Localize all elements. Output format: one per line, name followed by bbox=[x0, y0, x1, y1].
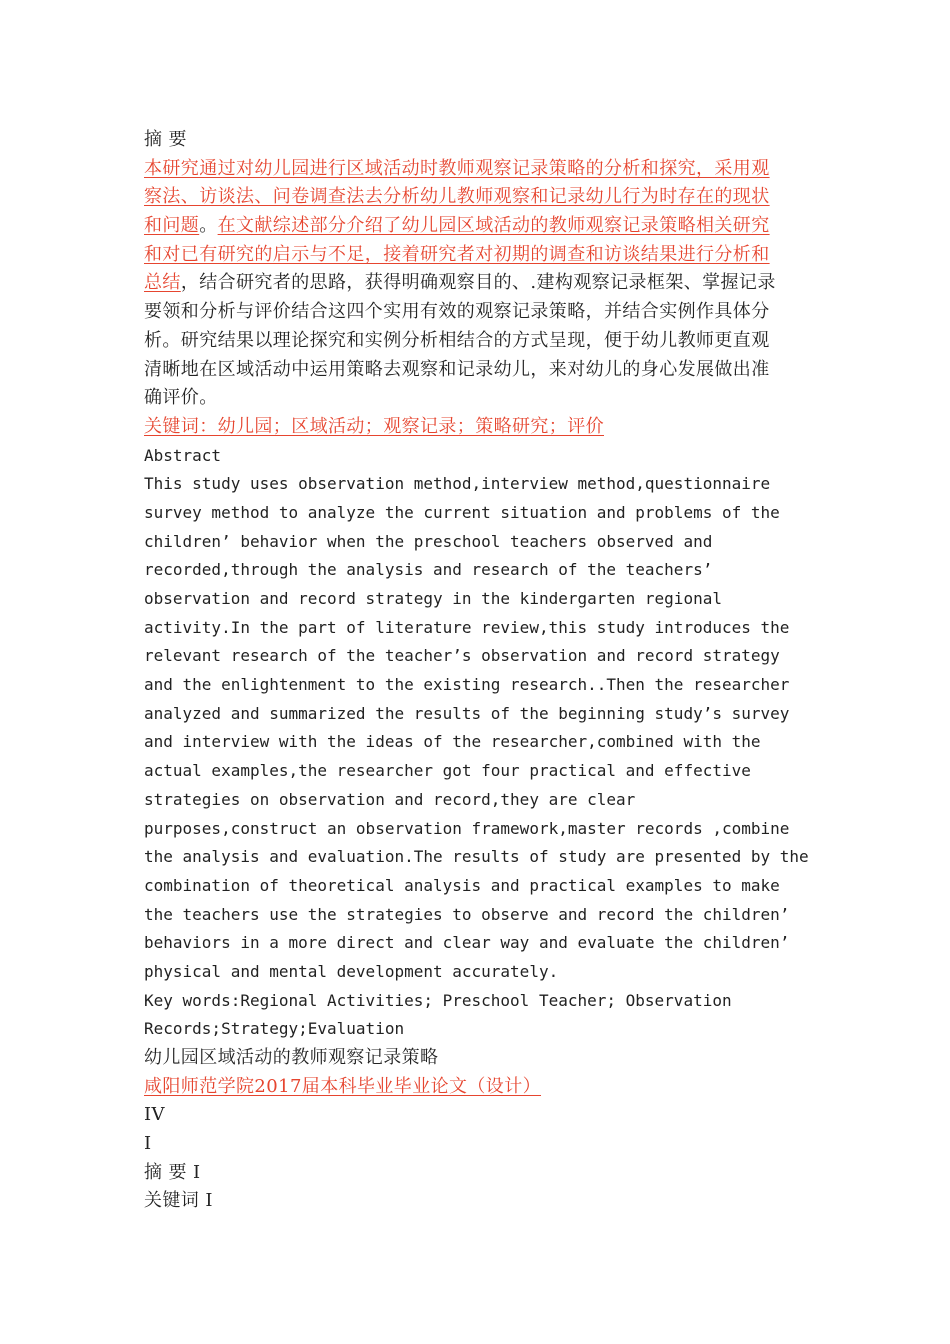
abstract-line-1 bbox=[144, 155, 814, 184]
abstract-en-line: observation and record strategy in the kindergarten regional bbox=[144, 589, 722, 608]
abstract-en-line: actual examples,the researcher got four practical and effective bbox=[144, 761, 751, 781]
page-number-i: I bbox=[144, 1133, 152, 1155]
abstract-en-line: behaviors in a more direct and clear way and evaluate the children’ bbox=[144, 933, 790, 953]
highlighted-text: 察法、访谈法、问卷调查法去分析幼儿教师观察和记录幼儿行为时存在的现状 bbox=[144, 186, 770, 208]
abstract-en-line: This study uses observation method,interview method,questionnaire bbox=[144, 474, 771, 494]
abstract-line-8 bbox=[144, 356, 814, 385]
abstract-line-5 bbox=[144, 269, 814, 298]
abstract-heading-en: Abstract bbox=[144, 445, 222, 465]
highlighted-text: 和问题 bbox=[144, 215, 200, 237]
keywords-text: 关键词：幼儿园；区域活动；观察记录；策略研究；评价 bbox=[144, 415, 604, 437]
abstract-en-line: children’ behavior when the preschool teachers observed and bbox=[144, 531, 713, 551]
abstract-en-line: and the enlightenment to the existing research..Then the researcher bbox=[144, 675, 790, 695]
abstract-en-line: activity.In the part of literature review,this study introduces the bbox=[144, 617, 790, 637]
highlighted-text: 和对已有研究的启示与不足，接着研究者对初期的调查和访谈结果进行分析和 bbox=[144, 243, 770, 265]
abstract-heading-cn: 摘 要 bbox=[144, 129, 187, 150]
abstract-en-line: the analysis and evaluation.The results of study are presented by the bbox=[144, 847, 809, 867]
document-page bbox=[144, 126, 814, 1216]
plain-text: 确评价。 bbox=[144, 387, 218, 409]
toc-keywords-entry[interactable]: 关键词 I bbox=[144, 1190, 213, 1212]
plain-text: 清晰地在区域活动中运用策略去观察和记录幼儿，来对幼儿的身心发展做出准 bbox=[144, 358, 770, 380]
abstract-en-line: relevant research of the teacher’s observation and record strategy bbox=[144, 646, 780, 666]
abstract-line-2 bbox=[144, 183, 814, 212]
abstract-line-6 bbox=[144, 298, 814, 327]
abstract-en-line: and interview with the ideas of the researcher,combined with the bbox=[144, 732, 761, 752]
abstract-en-line: combination of theoretical analysis and practical examples to make bbox=[144, 875, 780, 895]
abstract-en-line: analyzed and summarized the results of the beginning study’s survey bbox=[144, 703, 790, 723]
abstract-line-4 bbox=[144, 241, 814, 270]
toc-abstract-entry[interactable]: 摘 要 I bbox=[144, 1161, 201, 1183]
keywords-en-line: Key words:Regional Activities; Preschool Teacher; Observation bbox=[144, 990, 732, 1010]
abstract-line-3 bbox=[144, 212, 814, 241]
abstract-en-line: survey method to analyze the current situation and problems of the bbox=[144, 502, 780, 522]
plain-text: ，结合研究者的思路，获得明确观察目的、.建构观察记录框架、掌握记录 bbox=[180, 272, 776, 294]
page-number-iv: IV bbox=[144, 1104, 165, 1126]
abstract-en-line: purposes,construct an observation framework,master records ,combine bbox=[144, 818, 790, 838]
keywords-cn bbox=[144, 413, 814, 442]
school-header-text: 咸阳师范学院2017届本科毕业毕业论文（设计） bbox=[144, 1075, 542, 1097]
abstract-en-line: recorded,through the analysis and research of the teachers’ bbox=[144, 560, 713, 580]
school-header bbox=[144, 1073, 814, 1102]
highlighted-text: 总结 bbox=[144, 272, 181, 294]
abstract-en-line: the teachers use the strategies to observe and record the children’ bbox=[144, 904, 790, 924]
abstract-en-line: physical and mental development accurately. bbox=[144, 961, 559, 981]
plain-text: 要领和分析与评价结合这四个实用有效的观察记录策略，并结合实例作具体分 bbox=[144, 301, 770, 323]
paper-title: 幼儿园区域活动的教师观察记录策略 bbox=[144, 1047, 439, 1068]
plain-text: 。 bbox=[199, 215, 218, 237]
abstract-en-line: strategies on observation and record,they are clear bbox=[144, 789, 636, 809]
abstract-line-7 bbox=[144, 327, 814, 356]
highlighted-text: 本研究通过对幼儿园进行区域活动时教师观察记录策略的分析和探究，采用观 bbox=[144, 157, 770, 179]
abstract-line-9 bbox=[144, 384, 814, 413]
plain-text: 析。研究结果以理论探究和实例分析相结合的方式呈现，便于幼儿教师更直观 bbox=[144, 329, 770, 351]
keywords-en-line: Records;Strategy;Evaluation bbox=[144, 1019, 405, 1039]
highlighted-text: 在文献综述部分介绍了幼儿园区域活动的教师观察记录策略相关研究 bbox=[217, 215, 770, 237]
